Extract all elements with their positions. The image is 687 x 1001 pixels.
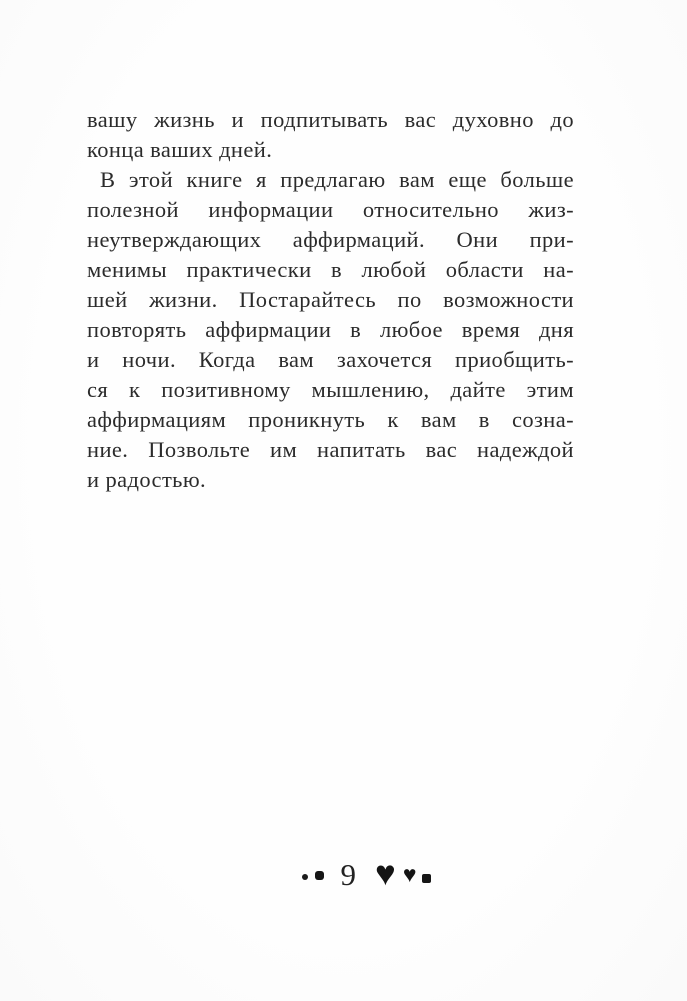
page-footer — [0, 850, 687, 894]
text-line: ся к позитивному мышлению, дайте этим — [87, 377, 574, 402]
text-line: и радостью. — [87, 467, 207, 492]
heart-icon: ♥ — [375, 853, 396, 893]
text-line: ние. Позвольте им напитать вас надеждой — [87, 437, 574, 462]
body-text — [87, 105, 574, 495]
heart-icon: ♥ — [402, 861, 417, 887]
text-line: В этой книге я предлагаю вам еще больше — [100, 167, 574, 192]
text-line: и ночи. Когда вам захочется приобщить- — [87, 347, 574, 372]
page-number: 9 — [340, 856, 357, 892]
text-line: конца ваших дней. — [87, 137, 273, 162]
paragraph — [87, 165, 574, 495]
text-line: повторять аффирмации в любое время дня — [87, 317, 574, 342]
medium-dot-icon — [315, 871, 324, 880]
text-line: менимы практически в любой области на- — [87, 257, 574, 282]
paragraph — [87, 105, 574, 165]
small-dot-icon — [302, 874, 308, 880]
square-dot-icon — [422, 874, 431, 883]
text-line: шей жизни. Постарайтесь по возможности — [87, 287, 574, 312]
text-line: неутверждающих аффирмаций. Они при- — [87, 227, 574, 252]
text-line: вашу жизнь и подпитывать вас духовно до — [87, 107, 574, 132]
text-line: аффирмациям проникнуть к вам в созна- — [87, 407, 574, 432]
text-line: полезной информации относительно жиз- — [87, 197, 574, 222]
